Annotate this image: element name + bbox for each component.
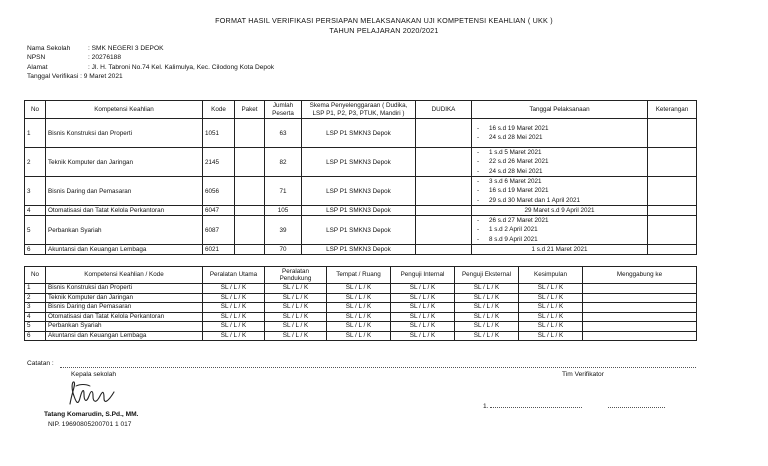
cell-peralatan-pendukung: SL / L / K — [265, 293, 327, 303]
date-list — [474, 216, 645, 243]
cell-kode: 2145 — [203, 148, 235, 177]
table-row — [25, 322, 697, 332]
col-header: Tanggal Pelaksanaan — [472, 101, 648, 119]
info-row-address — [27, 63, 274, 72]
cell-dates — [472, 119, 648, 148]
col-header: Kode — [203, 101, 235, 119]
date-item: - 22 s.d 26 Maret 2021 — [474, 157, 645, 166]
cell-peralatan-pendukung: SL / L / K — [265, 331, 327, 341]
cell-skema: LSP P1 SMKN3 Depok — [302, 148, 416, 177]
cell-kompetensi: Teknik Komputer dan Jaringan — [46, 293, 203, 303]
cell-no: 4 — [25, 206, 46, 216]
cell-penguji-internal: SL / L / K — [391, 312, 455, 322]
cell-kesimpulan: SL / L / K — [519, 303, 583, 313]
table-header-row — [25, 267, 697, 284]
cell-peralatan-utama: SL / L / K — [203, 312, 265, 322]
info-row-school — [27, 44, 274, 53]
cell-keterangan — [648, 206, 697, 216]
table-row — [25, 245, 697, 255]
cell-penguji-eksternal: SL / L / K — [455, 331, 519, 341]
cell-keterangan — [648, 216, 697, 245]
cell-paket — [235, 177, 265, 206]
cell-peralatan-utama: SL / L / K — [203, 303, 265, 313]
cell-no: 2 — [25, 293, 46, 303]
cell-no: 1 — [25, 284, 46, 294]
verifier-name-dots — [490, 407, 582, 408]
date-item: - 24 s.d 28 Mei 2021 — [474, 167, 645, 176]
date-item: - 26 s.d 27 Maret 2021 — [474, 216, 645, 225]
verifier-signature-line — [483, 403, 665, 410]
cell-tempat: SL / L / K — [327, 331, 391, 341]
date-item: - 1 s.d 2 April 2021 — [474, 225, 645, 234]
cell-kompetensi: Bisnis Daring dan Pemasaran — [46, 303, 203, 313]
info-value: : 20276188 — [88, 54, 122, 62]
cell-skema: LSP P1 SMKN3 Depok — [302, 177, 416, 206]
verifier-number: 1. — [483, 403, 489, 410]
cell-paket — [235, 216, 265, 245]
date-list — [474, 124, 645, 142]
cell-tempat: SL / L / K — [327, 303, 391, 313]
cell-jumlah: 39 — [265, 216, 302, 245]
info-label: Nama Sekolah — [27, 45, 71, 52]
verification-table — [24, 266, 697, 341]
date-item: - 16 s.d 19 Maret 2021 — [474, 186, 645, 195]
date-list — [474, 177, 645, 204]
table-header-row — [25, 101, 697, 119]
cell-jumlah: 105 — [265, 206, 302, 216]
cell-peralatan-pendukung: SL / L / K — [265, 284, 327, 294]
document-title: FORMAT HASIL VERIFIKASI PERSIAPAN MELAKSANAKAN UJI KOMPETENSI KEAHLIAN ( UKK ) — [215, 16, 553, 25]
notes-label: Catatan : — [27, 360, 54, 367]
date-item: - 3 s.d 6 Maret 2021 — [474, 177, 645, 186]
cell-kode: 6087 — [203, 216, 235, 245]
col-header: Kompetensi Keahlian — [46, 101, 203, 119]
cell-penguji-internal: SL / L / K — [391, 284, 455, 294]
col-header: No — [25, 267, 46, 284]
col-header: Kompetensi Keahlian / Kode — [46, 267, 203, 284]
cell-menggabung — [583, 293, 697, 303]
implementation-table — [24, 100, 697, 255]
cell-no: 6 — [25, 331, 46, 341]
cell-menggabung — [583, 284, 697, 294]
cell-dudika — [416, 206, 472, 216]
cell-dates — [472, 148, 648, 177]
cell-kompetensi: Akuntansi dan Keuangan Lembaga — [46, 245, 203, 255]
info-value: : Jl. H. Tabroni No.74 Kel. Kalimulya, Kec. Cilodong Kota Depok — [88, 63, 275, 71]
cell-no: 5 — [25, 216, 46, 245]
cell-kompetensi: Akuntansi dan Keuangan Lembaga — [46, 331, 203, 341]
cell-keterangan — [648, 119, 697, 148]
table-row — [25, 284, 697, 294]
principal-nip: NIP. 19690805200701 1 017 — [48, 421, 132, 428]
info-label: NPSN — [27, 54, 46, 62]
cell-dates — [472, 177, 648, 206]
cell-skema: LSP P1 SMKN3 Depok — [302, 216, 416, 245]
cell-kompetensi: Perbankan Syariah — [46, 216, 203, 245]
cell-dudika — [416, 119, 472, 148]
table-row — [25, 216, 697, 245]
date-list — [474, 148, 645, 175]
col-header: Peralatan Utama — [203, 267, 265, 284]
col-header: Penguji Internal — [391, 267, 455, 284]
col-header: Jumlah Peserta — [265, 101, 302, 119]
cell-kompetensi: Bisnis Daring dan Pemasaran — [46, 177, 203, 206]
table-row — [25, 303, 697, 313]
notes-line — [60, 367, 696, 368]
cell-kompetensi: Bisnis Konstruksi dan Properti — [46, 119, 203, 148]
table-row — [25, 148, 697, 177]
info-value: : SMK NEGERI 3 DEPOK — [88, 45, 164, 52]
cell-kompetensi: Otomatisasi dan Tatat Kelola Perkantoran — [46, 206, 203, 216]
col-header: DUDIKA — [416, 101, 472, 119]
col-header: Paket — [235, 101, 265, 119]
cell-kesimpulan: SL / L / K — [519, 284, 583, 294]
cell-penguji-internal: SL / L / K — [391, 303, 455, 313]
col-header: Menggabung ke — [583, 267, 697, 284]
cell-tempat: SL / L / K — [327, 322, 391, 332]
date-item: - 8 s.d 9 April 2021 — [474, 235, 645, 244]
cell-dates: 1 s.d 21 Maret 2021 — [472, 245, 648, 255]
cell-no: 5 — [25, 322, 46, 332]
cell-kode: 6021 — [203, 245, 235, 255]
cell-penguji-eksternal: SL / L / K — [455, 293, 519, 303]
cell-penguji-eksternal: SL / L / K — [455, 322, 519, 332]
cell-penguji-eksternal: SL / L / K — [455, 284, 519, 294]
cell-tempat: SL / L / K — [327, 312, 391, 322]
document-subtitle: TAHUN PELAJARAN 2020/2021 — [329, 26, 439, 35]
cell-penguji-internal: SL / L / K — [391, 331, 455, 341]
info-label: Tanggal Verifikasi : 9 Maret 2021 — [27, 73, 123, 81]
cell-no: 2 — [25, 148, 46, 177]
cell-dudika — [416, 177, 472, 206]
school-info — [27, 44, 274, 82]
col-header: Tempat / Ruang — [327, 267, 391, 284]
cell-kompetensi: Perbankan Syariah — [46, 322, 203, 332]
cell-peralatan-utama: SL / L / K — [203, 284, 265, 294]
col-header: Skema Penyelenggaraan ( Dudika, LSP P1, P2, P3, PTUK, Mandiri ) — [302, 101, 416, 119]
cell-paket — [235, 148, 265, 177]
principal-label: Kepala sekolah — [71, 371, 117, 378]
cell-skema: LSP P1 SMKN3 Depok — [302, 245, 416, 255]
date-item: - 1 s.d 5 Maret 2021 — [474, 148, 645, 157]
cell-kompetensi: Teknik Komputer dan Jaringan — [46, 148, 203, 177]
cell-no: 6 — [25, 245, 46, 255]
cell-kesimpulan: SL / L / K — [519, 331, 583, 341]
cell-penguji-internal: SL / L / K — [391, 293, 455, 303]
cell-kesimpulan: SL / L / K — [519, 293, 583, 303]
table-row — [25, 331, 697, 341]
table-row — [25, 206, 697, 216]
cell-peralatan-pendukung: SL / L / K — [265, 312, 327, 322]
cell-peralatan-pendukung: SL / L / K — [265, 322, 327, 332]
table-row — [25, 177, 697, 206]
info-label: Alamat — [27, 63, 48, 71]
cell-no: 1 — [25, 119, 46, 148]
cell-kode: 1051 — [203, 119, 235, 148]
cell-kode: 6047 — [203, 206, 235, 216]
cell-dudika — [416, 245, 472, 255]
cell-jumlah: 82 — [265, 148, 302, 177]
cell-tempat: SL / L / K — [327, 284, 391, 294]
cell-penguji-eksternal: SL / L / K — [455, 303, 519, 313]
cell-peralatan-utama: SL / L / K — [203, 331, 265, 341]
cell-kode: 6056 — [203, 177, 235, 206]
cell-menggabung — [583, 303, 697, 313]
cell-peralatan-utama: SL / L / K — [203, 293, 265, 303]
cell-no: 3 — [25, 177, 46, 206]
info-row-date — [27, 72, 274, 81]
table-row — [25, 312, 697, 322]
cell-skema: LSP P1 SMKN3 Depok — [302, 206, 416, 216]
col-header: No — [25, 101, 46, 119]
col-header: Keterangan — [648, 101, 697, 119]
col-header: Peralatan Pendukung — [265, 267, 327, 284]
col-header: Kesimpulan — [519, 267, 583, 284]
cell-kompetensi: Bisnis Konstruksi dan Properti — [46, 284, 203, 294]
cell-paket — [235, 206, 265, 216]
cell-jumlah: 63 — [265, 119, 302, 148]
cell-keterangan — [648, 177, 697, 206]
cell-tempat: SL / L / K — [327, 293, 391, 303]
cell-menggabung — [583, 322, 697, 332]
principal-name: Tatang Komarudin, S.Pd., MM. — [44, 411, 139, 418]
cell-kompetensi: Otomatisasi dan Tatat Kelola Perkantoran — [46, 312, 203, 322]
date-item: - 16 s.d 19 Maret 2021 — [474, 124, 645, 133]
cell-keterangan — [648, 148, 697, 177]
col-header: Penguji Eksternal — [455, 267, 519, 284]
table-row — [25, 119, 697, 148]
date-item: - 29 s.d 30 Maret dan 1 April 2021 — [474, 196, 645, 205]
cell-menggabung — [583, 331, 697, 341]
cell-kesimpulan: SL / L / K — [519, 312, 583, 322]
verifier-sign-dots — [608, 407, 665, 408]
cell-jumlah: 71 — [265, 177, 302, 206]
verifier-label: Tim Verifikator — [562, 371, 604, 378]
cell-jumlah: 70 — [265, 245, 302, 255]
cell-peralatan-utama: SL / L / K — [203, 322, 265, 332]
cell-peralatan-pendukung: SL / L / K — [265, 303, 327, 313]
cell-penguji-eksternal: SL / L / K — [455, 312, 519, 322]
cell-menggabung — [583, 312, 697, 322]
cell-no: 3 — [25, 303, 46, 313]
cell-paket — [235, 119, 265, 148]
info-row-npsn — [27, 53, 274, 62]
cell-dates — [472, 216, 648, 245]
cell-penguji-internal: SL / L / K — [391, 322, 455, 332]
cell-keterangan — [648, 245, 697, 255]
cell-skema: LSP P1 SMKN3 Depok — [302, 119, 416, 148]
cell-no: 4 — [25, 312, 46, 322]
cell-paket — [235, 245, 265, 255]
cell-dudika — [416, 216, 472, 245]
cell-kesimpulan: SL / L / K — [519, 322, 583, 332]
cell-dudika — [416, 148, 472, 177]
table-row — [25, 293, 697, 303]
date-item: - 24 s.d 28 Mei 2021 — [474, 133, 645, 142]
cell-dates: 29 Maret s.d 9 April 2021 — [472, 206, 648, 216]
signature-image — [62, 378, 122, 412]
